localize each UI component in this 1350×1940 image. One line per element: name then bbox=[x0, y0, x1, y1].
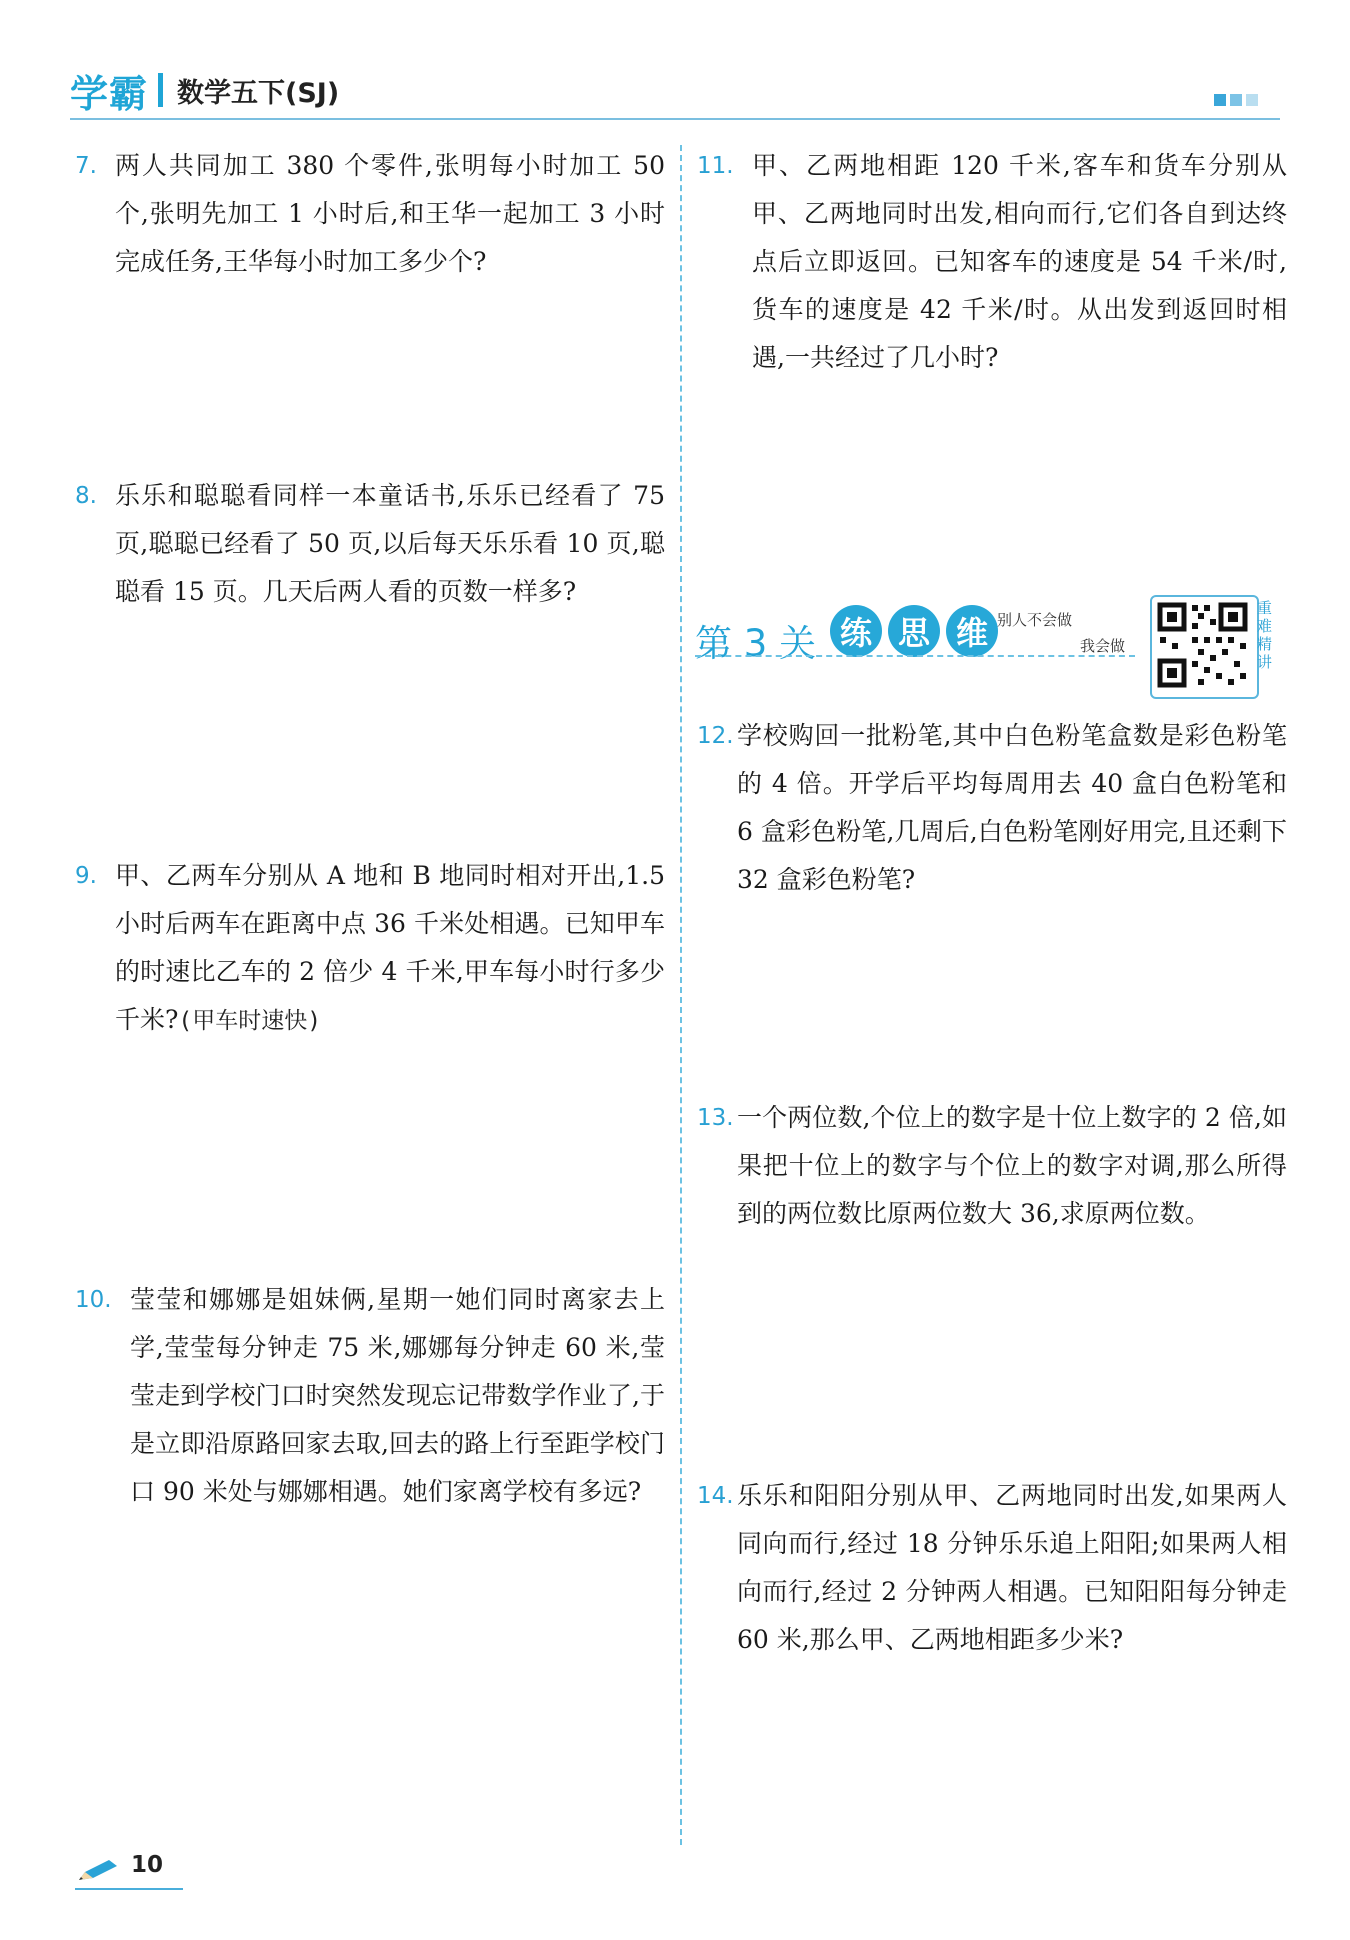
footer-rule bbox=[75, 1888, 183, 1890]
brand-separator bbox=[158, 73, 163, 107]
question-number: 9. bbox=[75, 863, 97, 889]
brand bbox=[70, 62, 339, 118]
question-11 bbox=[697, 142, 1287, 382]
question-13 bbox=[697, 1094, 1287, 1238]
question-number: 11. bbox=[697, 153, 734, 179]
question-text: 莹莹和娜娜是姐妹俩,星期一她们同时离家去上学,莹莹每分钟走 75 米,娜娜每分钟走 60 米,莹莹走到学校门口时突然发现忘记带数学作业了,于是立即沿原路回家去取,回去的路上行至距学校门口 90 米处与娜娜相遇。她们家离学校有多远? bbox=[130, 1285, 665, 1506]
badge-char: 维 bbox=[946, 605, 998, 657]
decor-squares bbox=[1214, 94, 1258, 106]
question-10 bbox=[75, 1276, 665, 1516]
section-note: 别人不会做 bbox=[997, 611, 1073, 629]
section-header bbox=[695, 595, 1285, 705]
book-title: 数学五下(SJ) bbox=[177, 77, 340, 109]
section-note: 我会做 bbox=[1080, 637, 1126, 655]
question-14 bbox=[697, 1472, 1287, 1664]
question-8 bbox=[75, 472, 665, 616]
question-number: 8. bbox=[75, 483, 97, 509]
page-header bbox=[70, 62, 1280, 122]
question-number: 13. bbox=[697, 1105, 734, 1131]
page-number: 10 bbox=[131, 1852, 164, 1878]
question-12 bbox=[697, 712, 1287, 904]
question-text: 乐乐和阳阳分别从甲、乙两地同时出发,如果两人同向而行,经过 18 分钟乐乐追上阳阳;如果两人相向而行,经过 2 分钟两人相遇。已知阳阳每分钟走 60 米,那么甲、乙两地相距多少米? bbox=[737, 1481, 1287, 1654]
question-number: 10. bbox=[75, 1287, 112, 1313]
section-dash bbox=[695, 655, 1135, 657]
header-rule bbox=[70, 118, 1280, 120]
question-text: 乐乐和聪聪看同样一本童话书,乐乐已经看了 75 页,聪聪已经看了 50 页,以后每天乐乐看 10 页,聪聪看 15 页。几天后两人看的页数一样多? bbox=[115, 481, 665, 606]
question-text: 学校购回一批粉笔,其中白色粉笔盒数是彩色粉笔的 4 倍。开学后平均每周用去 40 盒白色粉笔和 6 盒彩色粉笔,几周后,白色粉笔刚好用完,且还剩下 32 盒彩色粉笔? bbox=[737, 721, 1287, 894]
question-9 bbox=[75, 852, 665, 1045]
pencil-icon bbox=[75, 1858, 121, 1884]
badge-char: 思 bbox=[888, 605, 940, 657]
handwritten-note: (甲车时速快) bbox=[178, 1008, 322, 1034]
badge-char: 练 bbox=[830, 605, 882, 657]
brand-logo: 学霸 bbox=[70, 71, 149, 116]
question-number: 7. bbox=[75, 153, 97, 179]
qr-pattern bbox=[1152, 597, 1253, 693]
page-footer bbox=[75, 1852, 185, 1892]
section-badge bbox=[830, 605, 998, 657]
question-text: 一个两位数,个位上的数字是十位上数字的 2 倍,如果把十位上的数字与个位上的数字对调,那么所得到的两位数比原两位数大 36,求原两位数。 bbox=[737, 1103, 1287, 1228]
question-number: 14. bbox=[697, 1483, 734, 1509]
question-text: 甲、乙两地相距 120 千米,客车和货车分别从甲、乙两地同时出发,相向而行,它们各自到达终点后立即返回。已知客车的速度是 54 千米/时,货车的速度是 42 千米/时。从出发到返回时相遇,一共经过了几小时? bbox=[752, 151, 1287, 372]
column-divider bbox=[680, 145, 682, 1845]
question-text: 甲、乙两车分别从 A 地和 B 地同时相对开出,1.5 小时后两车在距离中点 36 千米处相遇。已知甲车的时速比乙车的 2 倍少 4 千米,甲车每小时行多少千米? bbox=[115, 861, 665, 1034]
question-text: 两人共同加工 380 个零件,张明每小时加工 50 个,张明先加工 1 小时后,和王华一起加工 3 小时完成任务,王华每小时加工多少个? bbox=[115, 151, 665, 276]
section-title: 第 3 关 bbox=[695, 622, 817, 665]
question-number: 12. bbox=[697, 723, 734, 749]
question-7 bbox=[75, 142, 665, 286]
qr-code-icon[interactable] bbox=[1150, 595, 1259, 699]
qr-side-label: 重难精讲 bbox=[1257, 599, 1273, 671]
